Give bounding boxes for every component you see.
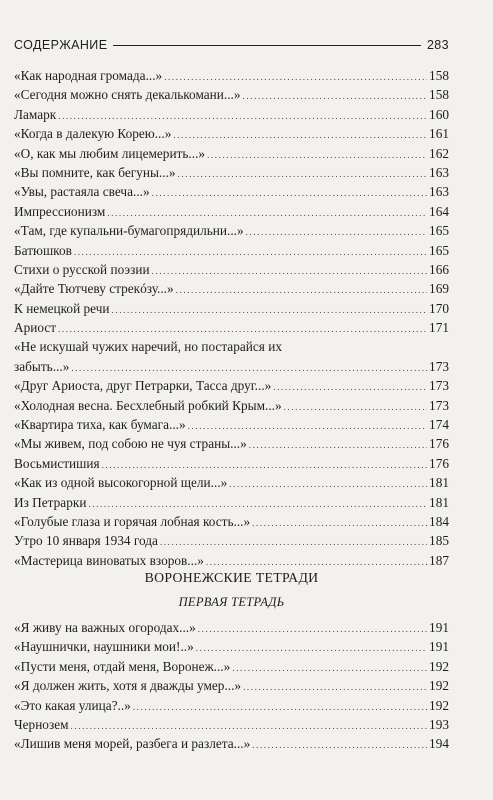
toc-entry xyxy=(14,260,449,279)
toc-entry xyxy=(14,66,449,85)
toc-entry xyxy=(14,182,449,201)
toc-entry-title: Утро 10 января 1934 года xyxy=(14,533,158,549)
toc-list-top xyxy=(14,66,449,570)
toc-entry-title: «Как народная громада...» xyxy=(14,68,163,83)
toc-entry xyxy=(14,105,449,124)
header-title: СОДЕРЖАНИЕ xyxy=(14,38,108,52)
toc-entry-title: «Там, где купальни-бумагопрядильни...» xyxy=(14,223,244,239)
toc-entry xyxy=(14,202,449,221)
toc-entry xyxy=(14,512,449,531)
toc-entry-title: «Я должен жить, хотя я дважды умер...» xyxy=(14,678,242,694)
toc-entry-title: Ариост xyxy=(14,320,57,336)
toc-entry-page: 173 xyxy=(429,378,449,394)
toc-entry-title: Чернозем xyxy=(14,716,69,732)
toc-entry-title: «Друг Ариоста, друг Петрарки, Тасса друг...» xyxy=(14,378,272,394)
toc-entry-title: «Вы помните, как бегуны...» xyxy=(14,164,176,180)
dot-leader xyxy=(196,639,427,658)
toc-entry-title: «Я живу на важных огородах...» xyxy=(14,620,196,635)
toc-entry-page: 191 xyxy=(429,620,449,635)
toc-entry xyxy=(14,163,449,182)
toc-entry xyxy=(14,299,449,318)
header-page-number: 283 xyxy=(426,38,449,52)
toc-entry-page: 173 xyxy=(429,397,449,413)
toc-section-voronezh xyxy=(14,566,449,754)
toc-entry-page: 162 xyxy=(429,145,449,161)
dot-leader xyxy=(249,436,427,455)
toc-entry-page: 166 xyxy=(429,261,449,277)
toc-entry-title: «О, как мы любим лицемерить...» xyxy=(14,145,206,161)
toc-entry-multiline-first xyxy=(14,337,449,356)
dot-leader xyxy=(207,146,427,165)
dot-leader xyxy=(284,398,427,417)
toc-entry-page: 158 xyxy=(429,87,449,103)
dot-leader xyxy=(176,281,427,300)
dot-leader xyxy=(246,223,427,242)
dot-leader xyxy=(178,165,428,184)
toc-entry-page: 164 xyxy=(429,203,449,219)
dot-leader xyxy=(133,698,427,717)
dot-leader xyxy=(112,301,428,320)
toc-entry xyxy=(14,434,449,453)
dot-leader xyxy=(243,678,427,697)
dot-leader xyxy=(243,87,428,106)
toc-entry xyxy=(14,144,449,163)
toc-entry-page: 160 xyxy=(429,106,449,122)
toc-entry-page: 193 xyxy=(429,716,449,732)
toc-entry-page: 161 xyxy=(429,126,449,142)
toc-entry xyxy=(14,618,449,637)
dot-leader xyxy=(198,620,427,639)
toc-entry-page: 163 xyxy=(429,184,449,200)
toc-entry xyxy=(14,676,449,695)
toc-entry-page: 192 xyxy=(429,678,449,694)
dot-leader xyxy=(229,475,427,494)
toc-entry xyxy=(14,696,449,715)
toc-entry-page: 169 xyxy=(429,281,449,297)
toc-entry-page: 173 xyxy=(429,358,449,374)
toc-entry-page: 171 xyxy=(429,320,449,336)
dot-leader xyxy=(273,378,427,397)
toc-entry-page: 187 xyxy=(429,552,449,568)
toc-entry-title: Батюшков xyxy=(14,242,72,258)
toc-entry xyxy=(14,85,449,104)
dot-leader xyxy=(252,736,427,755)
toc-entry xyxy=(14,734,449,753)
dot-leader xyxy=(152,262,427,281)
toc-entry-title: «Лишив меня морей, разбега и разлета...» xyxy=(14,736,251,752)
toc-entry-title: «Наушнички, наушники мои!..» xyxy=(14,639,194,655)
toc-entry-page: 176 xyxy=(429,455,449,471)
toc-entry-title: «Голубые глаза и горячая лобная кость...» xyxy=(14,513,251,529)
toc-entry-page: 163 xyxy=(429,164,449,180)
toc-entry-page: 192 xyxy=(429,658,449,674)
toc-entry xyxy=(14,376,449,395)
toc-entry-title: «Это какая улица?..» xyxy=(14,697,131,713)
toc-entry-page: 158 xyxy=(429,68,449,83)
toc-entry xyxy=(14,473,449,492)
toc-entry-title: «Мастерица виноватых взоров...» xyxy=(14,552,204,568)
dot-leader xyxy=(173,126,427,145)
toc-entry-title-line2: забыть...» xyxy=(14,358,70,374)
toc-entry xyxy=(14,318,449,337)
toc-entry-title: «Квартира тиха, как бумага...» xyxy=(14,417,186,433)
running-header xyxy=(14,38,449,52)
section-title: ВОРОНЕЖСКИЕ ТЕТРАДИ xyxy=(144,570,319,585)
toc-entry-title: «Когда в далекую Корею...» xyxy=(14,126,172,142)
toc-entry-page: 176 xyxy=(429,436,449,452)
toc-entry-title-line1: «Не искушай чужих наречий, но постарайся их xyxy=(14,339,282,355)
toc-entry-title: Импрессионизм xyxy=(14,203,106,219)
toc-entry-page: 174 xyxy=(429,417,449,433)
toc-entry-page: 181 xyxy=(429,494,449,510)
toc-entry-page: 165 xyxy=(429,242,449,258)
toc-entry-page: 192 xyxy=(429,697,449,713)
dot-leader xyxy=(232,659,427,678)
toc-entry-page: 184 xyxy=(429,513,449,529)
toc-entry xyxy=(14,493,449,512)
toc-entry-title: «Увы, растаяла свеча...» xyxy=(14,184,150,200)
toc-entry xyxy=(14,415,449,434)
toc-entry xyxy=(14,715,449,734)
toc-entry-title: К немецкой речи xyxy=(14,300,110,316)
toc-entry-title: Восьмистишия xyxy=(14,455,100,471)
section-subtitle: ПЕРВАЯ ТЕТРАДЬ xyxy=(178,595,285,609)
dot-leader xyxy=(252,514,427,533)
dot-leader xyxy=(152,184,427,203)
toc-entry-page: 191 xyxy=(429,639,449,655)
toc-entry-page: 165 xyxy=(429,223,449,239)
toc-entry xyxy=(14,221,449,240)
toc-entry-page: 185 xyxy=(429,533,449,549)
toc-entry-title: Ламарк xyxy=(14,106,57,122)
toc-entry xyxy=(14,637,449,656)
toc-entry-page: 170 xyxy=(429,300,449,316)
toc-entry-title: «Пусти меня, отдай меня, Воронеж...» xyxy=(14,658,231,674)
toc-entry xyxy=(14,454,449,473)
toc-entry xyxy=(14,396,449,415)
toc-entry-title: «Мы живем, под собою не чуя страны...» xyxy=(14,436,247,452)
toc-entry-title: Стихи о русской поэзии xyxy=(14,261,150,277)
toc-entry-title: «Как из одной высокогорной щели...» xyxy=(14,475,228,491)
toc-entry-title: Из Петрарки xyxy=(14,494,87,510)
toc-entry xyxy=(14,124,449,143)
toc-entry-title: «Сегодня можно снять декалькомани...» xyxy=(14,87,241,103)
toc-entry-title: «Холодная весна. Бесхлебный робкий Крым...» xyxy=(14,397,282,413)
toc-entry xyxy=(14,531,449,550)
toc-entry-title: «Дайте Тютчеву стрекóзу...» xyxy=(14,281,174,297)
toc-entry-page: 181 xyxy=(429,475,449,491)
toc-entry xyxy=(14,657,449,676)
toc-entry xyxy=(14,279,449,298)
header-rule xyxy=(113,45,421,46)
toc-entry xyxy=(14,241,449,260)
toc-entry-page: 194 xyxy=(429,736,449,752)
toc-entry-multiline-second xyxy=(14,357,449,376)
